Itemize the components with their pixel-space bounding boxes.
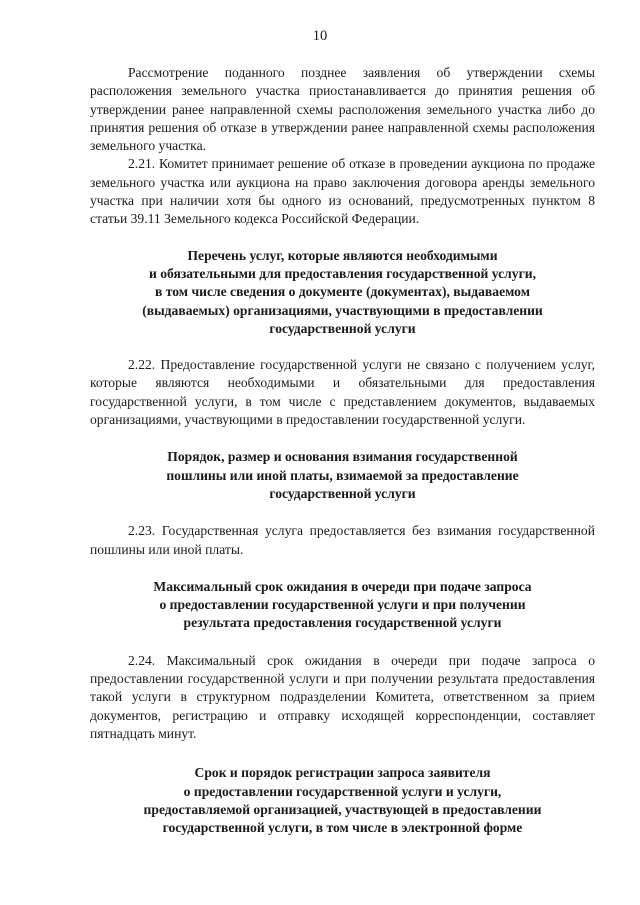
heading-required-services: Перечень услуг, которые являются необходимыми и обязательными для предоставления государственной услуги, в том числе сведения о документе (документах), выдаваемом (выдаваемых) организациями, участвующими в предоставлении государственной услуги — [142, 247, 543, 336]
heading-waiting-time: Максимальный срок ожидания в очереди при подаче запроса о предоставлении государственной услуги и при получении результата предоставления государственной услуги — [153, 578, 532, 631]
paragraph-previous-application: Рассмотрение поданного позднее заявления об утверждении схемы расположения земельного участка приостанавливается до принятия решения об утверждении ранее направленной схемы расположения земельного участка либо до принятия решения об отказе в утверждении ранее направленной схемы расположения земельного участка. — [90, 65, 595, 154]
page-number: 10 — [312, 28, 328, 44]
heading-registration: Срок и порядок регистрации запроса заявителя о предоставлении государственной услуги и услуги, предоставляемой организацией, участвующей в предоставлении государственной услуги, в том числе в электронной форме — [143, 765, 542, 836]
heading-fee: Порядок, размер и основания взимания государственной пошлины или иной платы, взимаемой за предоставление государственной услуги — [166, 449, 519, 501]
page-content — [90, 64, 595, 837]
paragraph-2-23: 2.23. Государственная услуга предоставляется без взимания государственной пошлины или иной платы. — [90, 523, 595, 557]
paragraph-2-22: 2.22. Предоставление государственной услуги не связано с получением услуг, которые являются необходимыми и обязательными для предоставления государственной услуги, в том числе с представлением документов, выдаваемых организациями, участвующими в предоставлении государственной услуги. — [90, 357, 595, 428]
paragraph-2-24: 2.24. Максимальный срок ожидания в очереди при подаче запроса о предоставлении государственной услуги и при получении результата предоставления такой услуги в структурном подразделении Комитета, ответственном за прием документов, регистрацию и отправку исходящей корреспонденции, составляет пятнадцать минут. — [90, 652, 595, 741]
paragraph-2-21: 2.21. Комитет принимает решение об отказе в проведении аукциона по продаже земельного участка или аукциона на право заключения договора аренды земельного участка при наличии хотя бы одного из оснований, предусмотренных пунктом 8 статьи 39.11 Земельного кодекса Российской Федерации. — [90, 156, 595, 227]
